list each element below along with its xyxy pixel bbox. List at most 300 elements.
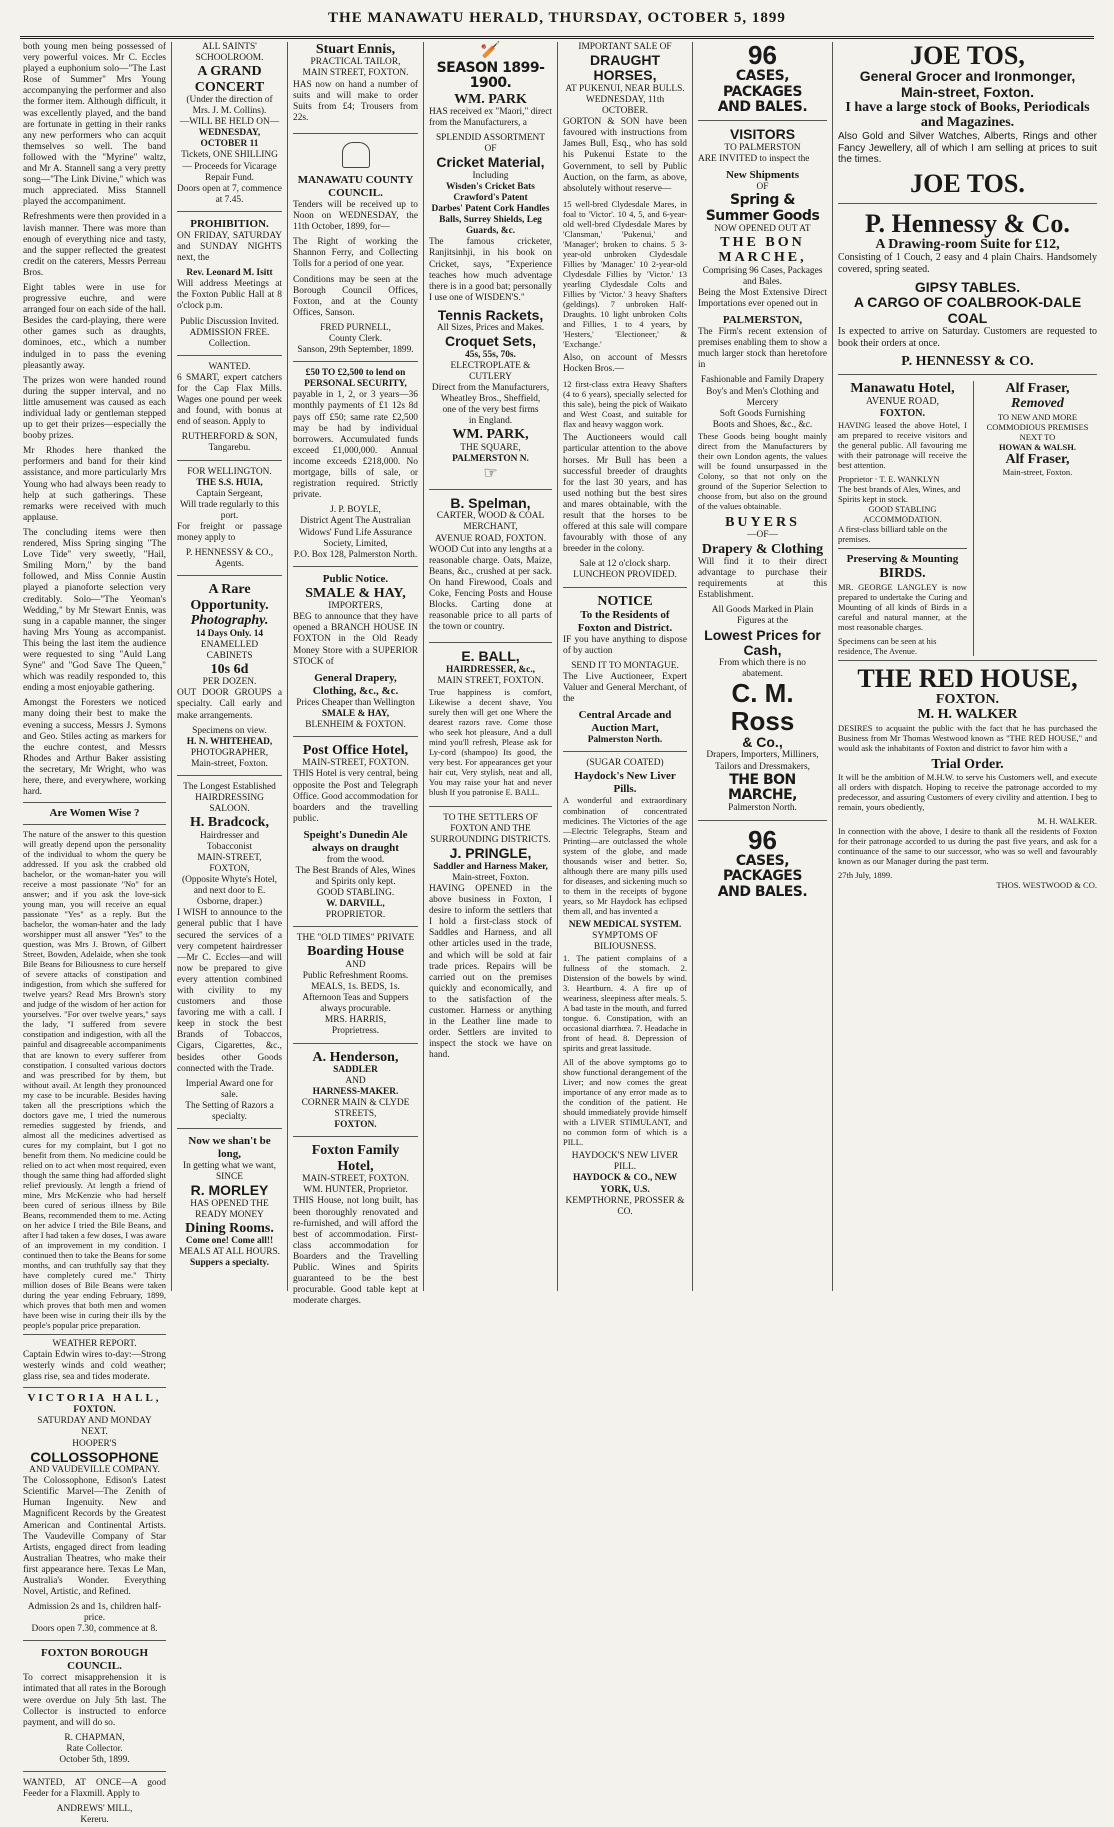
ad-text: Afternoon Teas and Suppers always procurable. (302, 993, 409, 1015)
cricket-ad (429, 42, 552, 490)
ad-body: The Firm's recent extension of premises enabling them to show a much larger stock than heretofore in (698, 327, 827, 371)
ad-text: HAIRDRESSING SALOON. (195, 793, 264, 815)
ad-signature: ANDREWS' MILL, (56, 1804, 133, 1815)
ad-text: Public Refreshment Rooms. (302, 970, 409, 981)
ad-body: Also Gold and Silver Watches, Alberts, Rings and other Fancy Jewellery, all of which I am selling at prices to suit the times. (838, 130, 1097, 166)
ad-headline: SEASON 1899-1900. (436, 59, 545, 92)
ad-text: SINCE (215, 1172, 244, 1183)
ad-headline: AND BALES. (717, 883, 808, 900)
ad-headline: THE BON MARCHE, (728, 771, 797, 804)
pringle-ad (429, 813, 552, 1061)
article-paragraph: The prizes won were handed round during the supper interval, and no little amusement was caused as each individual lady or gentleman stepped up to get their prizes—especially the booby prizes. (23, 375, 166, 442)
ad-text: PER DOZEN. (202, 677, 257, 688)
ad-body: The Auctioneers would call particular attention to the above horses. Mr Bull has been a successful breeder of draughts for the last 30 years, and has used nothing but the best sires and mares obtainable, with the result that the horses to be offered at this sale will compare favourably with those of any breeder in the colony. (563, 433, 687, 555)
ad-text: From which there is no abatement. (719, 658, 806, 680)
article-paragraph: Eight tables were in use for progressive euchre, and were arranged four on each side of the hall. Besides the card-playing, there were other games such as draughts, dominoes, etc., which a number indulged in to pass the evening pleasantly away. (23, 282, 166, 371)
dining-rooms-ad (177, 1135, 282, 1269)
ad-headline: Spring & Summer Goods (705, 192, 820, 224)
ad-body: THIS Hotel is very central, being opposite the Post and Telegraph Office. Good accommodation for boarders and the travelling public. (293, 769, 418, 824)
ad-headline: B. Spelman, (450, 494, 531, 511)
ad-body: ARE INVITED to inspect the (698, 153, 810, 164)
ball-hairdresser-ad (429, 649, 552, 807)
ad-text: Specimens on view. (192, 725, 267, 736)
ad-headline: Speight's Dunedin Ale always on draught (303, 828, 408, 854)
ad-text: AND (345, 959, 366, 970)
ad-text: ADMISSION FREE. Collection. (189, 327, 270, 349)
ad-headline: WM. PARK, (452, 427, 529, 443)
ad-text: TO PALMERSTON (724, 142, 801, 153)
ad-body: GORTON & SON have been favoured with instructions from James Bull, Esq., who has sold his Pukenui Estate to the Government, to sell by Public Auction, on the farm, as above, absolutely without reserve— (563, 117, 687, 194)
ad-text: 14 Days Only. 14 (195, 628, 264, 639)
ad-headline: C. M. Ross (730, 678, 795, 736)
ad-body: 1. The patient complains of a fullness of the stomach. 2. Distension of the bowels by wind. 3. Heartburn. 4. A fire up of weariness, sleepiness after meals. 5. A bad taste in the mouth, and furred tongue. 6. Constipation, with an occasional diarrhœa. 7. Headache in front of head. 8. Depression of spirits and great lassitude. (563, 952, 687, 1054)
ad-headline: General Grocer and Ironmonger, (859, 68, 1076, 85)
ad-headline: Photography. (190, 613, 269, 629)
prohibition-ad (177, 218, 282, 356)
ad-body: Being the Most Extensive Direct Importations ever opened out in (698, 287, 827, 310)
ad-date: October 5th, 1899. (59, 1755, 130, 1766)
ad-text: Palmerston North. (728, 803, 797, 814)
ad-headline: GIPSY TABLES. (914, 278, 1021, 295)
ad-headline: P. HENNESSY & CO. (901, 353, 1034, 369)
ad-headline: A GRAND CONCERT (194, 64, 265, 95)
ad-body: Will find it to their direct advantage to purchase their requirements at this Establishment. (698, 556, 827, 601)
ad-text: PHOTOGRAPHER, (190, 747, 269, 758)
article-paragraph: both young men being possessed of very powerful voices. Mr C. Eccles played a euphonium solo—"The Last Rose of Summer" Mrs Young accompanying the performer and also the former item. Although difficult, it was excellently played, and the band are fortunate in getting in their ranks any new performers who can acquit themselves so well. The band followed with the "Myrine" waltz, and Mr A. Stannell sang a very pretty song—"The Link Divine," which was much appreciated. Miss Stannell played the accompaniment. (23, 42, 166, 208)
ad-date: WEDNESDAY, OCTOBER 11 (198, 128, 261, 150)
article-paragraph: Refreshments were then provided in a lavish manner. There was more than enough of everything nice and tasty, and the supper reflected the greatest credit on the caterers, Messrs Perreau Bros. (23, 212, 166, 278)
column-5 (557, 42, 692, 1291)
ad-body: The Colossophone, Edison's Latest Scientific Marvel—The Zenith of Human Ingenuity. New and Magnificent Records by the Greatest American and Continental Artists. The Vaudeville Company of Star Artists, engaged direct from leading Australian Theatres, who make their first appearance here. Texas Le Man, Australia's Wonder. Everything Novel, Artistic, and Refined. (23, 1476, 166, 1598)
ad-text: MEALS AT ALL HOURS. (178, 1247, 281, 1258)
ad-text: Direct from the Manufacturers, (431, 383, 550, 394)
ad-text: P.O. Box 128, Palmerston North. (293, 549, 418, 560)
coat-of-arms-icon (342, 142, 370, 168)
borough-council-ad (23, 1647, 166, 1772)
ad-body: The Live Auctioneer, Expert Valuer and General Merchant, of the (563, 672, 687, 705)
ad-text: All Sizes, Prices and Makes. (436, 323, 545, 334)
ad-text: Wheatley Bros., Sheffield, (440, 394, 541, 405)
ad-headline: Central Arcade and Auction Mart, (578, 709, 672, 735)
ad-headline: THE S.S. HUIA, (196, 477, 263, 488)
ad-body: A wonderful and extraordinary combination of concentrated medicines. The Victories of the age—Electric Telegraphs, Steam and Printing—are outclassed the whole system of the globe, and made thousands wiser and better. So, although there are many pills used for diseases, and sickening much so to them in the receipts of bygone years, so Mr Haydock has eclipsed them all, and has invented a (563, 795, 687, 916)
ad-text: PRACTICAL TAILOR, (310, 57, 401, 68)
ad-text: MAIN-STREET, FOXTON. (302, 758, 409, 769)
ad-text: from the wood. (326, 854, 385, 865)
divider (23, 802, 166, 803)
ad-text: HOWAN & WALSH. (998, 441, 1077, 452)
ad-signature: H. N. WHITEHEAD, (186, 736, 273, 747)
ad-text: ELECTROPLATE & CUTLERY (450, 360, 531, 382)
ad-headline: Croquet Sets, (444, 333, 536, 350)
ad-body: Tenders will be received up to Noon on WEDNESDAY, the 11th October, 1899, for— (293, 199, 418, 233)
ad-title: FOXTON BOROUGH COUNCIL. (40, 1647, 149, 1673)
ad-body: 15 well-bred Clydesdale Mares, in foal to 'Victor'. 10 4, 5, and 6-year-old well-bred Clydesdale Mares by 'Clansman,' 'Pukenui,' and 'Manager'; broken to chains. 5 3-year-old unbroken Clydesdale Fillies by 'Manager.' 10 2-year-old Clydesdale Fillies by 'Victor.' 13 yearling Clydesdale Colts and Fillies by 'Victor.' 3 heavy Shafters (geldings). 7 unbroken Half-Draughts. 10 light unbroken Colts and Fillies, 1 to 4 years, by 'Hesters,' 'Electioneer,' & 'Exchange.' (563, 198, 687, 350)
ad-signature: MRS. HARRIS, (324, 1015, 387, 1026)
article-paragraph: Amongst the Foresters we noticed many doing their best to make the evening a success, Messrs J. Symons and Geo. Stiles acting as markers for the euchre contest, and Messrs Rhodes and Arthur Baker assisting the secretary, Mr Wright, who was here, there, and everywhere, working hard. (23, 698, 166, 798)
ad-text: CARTER, WOOD & COAL MERCHANT, (436, 511, 545, 533)
ad-text: AVENUE ROAD, FOXTON. (434, 533, 547, 544)
ad-text: Come one! Come all!! (185, 1236, 274, 1247)
saddler-ad (293, 1050, 418, 1138)
ad-headline: M. H. WALKER (917, 707, 1018, 723)
ad-body: HAVING leased the above Hotel, I am prepared to receive visitors and the general public. All favouring me with their patronage will receive the best attention. (838, 419, 967, 471)
ad-body: Also, on account of Messrs Hocken Bros.— (563, 353, 687, 375)
ad-text: Soft Goods Furnishing (719, 408, 806, 419)
ad-text: MAIN STREET, FOXTON. (302, 68, 409, 79)
ad-text: Rev. Leonard M. Isitt (186, 268, 273, 279)
ad-text: THE "OLD TIMES" PRIVATE (296, 933, 415, 944)
ad-date: 27th July, 1899. (838, 870, 893, 881)
victoria-hall-ad (23, 1392, 166, 1641)
ad-body: I WISH to announce to the general public that I have secured the services of a very competent hairdresser—Mr C. Eccles—and will now be prepared to give every attention combined with civility to my customers and those favoring me with a call. I keep in stock the best Brands of Tobaccos, Cigars, Cigarettes, &c., besides other Goods connected with the Trade. (177, 908, 282, 1074)
ad-text: Palmerston North. (587, 735, 663, 746)
ad-headline: A CARGO OF COALBROOK-DALE COAL (853, 294, 1082, 326)
ad-signature: W. DARVILL, (326, 899, 385, 910)
ad-signature: P. HENNESSY & CO., (185, 548, 274, 559)
ad-text: The Setting of Razors a specialty. (185, 1100, 274, 1123)
ad-text: Wisden's Cricket Bats (446, 181, 535, 192)
two-column-section (838, 381, 1097, 661)
ad-body: Conditions may be seen at the Borough Council Offices, Foxton, and at the County Offices, Sanson. (293, 274, 418, 318)
wanted-catchers-ad (177, 362, 282, 461)
ad-headline: To the Residents of Foxton and District. (577, 608, 673, 634)
ad-body: HAS received ex "Maori," direct from the Manufacturers, a (429, 107, 552, 129)
ad-text: All Goods Marked in Plain Figures at the (711, 605, 814, 627)
divider (23, 1387, 166, 1388)
ad-text: Proprietress. (331, 1026, 380, 1037)
ad-signature: M. H. WALKER. (1037, 816, 1097, 827)
ad-text: (Under the direction of Mrs. J. M. Collins). (186, 94, 273, 117)
cases-ad-bottom (698, 824, 827, 900)
ad-text: —WILL BE HELD ON— (179, 117, 280, 128)
liver-pills-ad (563, 758, 687, 1217)
ad-text: HAIRDRESSER, &c., (445, 664, 536, 675)
ad-text: MAIN-STREET, FOXTON. (302, 1174, 409, 1185)
post-office-hotel-ad (293, 743, 418, 927)
ad-body: In connection with the above, I desire to thank all the residents of Foxton for their patronage accorded to us during the past five years, and ask for a continuance of the same to our successor, who was so well and favourably known as our Manager during the past term. (838, 826, 1097, 867)
ad-headline: FOXTON. (935, 691, 1000, 707)
ad-text: MEALS, 1s. BEDS, 1s. (311, 982, 400, 993)
ad-body: These Goods being bought mainly direct from the Manufacturers by their own London agents, the values will be found unsurpassed in the Colony, so that not only on the ground of the Superior Selection to choose from, but also on the ground of the values obtainable. (698, 430, 827, 512)
ad-body: The Right of working the Shannon Ferry, and Collecting Tolls for a period of one year. (293, 237, 418, 270)
ad-text: Tickets, ONE SHILLING — Proceeds for Vicarage Repair Fund. (181, 150, 278, 183)
ad-headline: Cricket Material, (436, 154, 545, 171)
article-paragraph: Mr Rhodes here thanked the performers and band for their kind assistance, and more particularly Mrs Young who had always been ready to help at such gatherings. These remarks were received with much applause. (23, 446, 166, 523)
ad-text: Suppers a specialty. (190, 1258, 269, 1269)
ad-headline: DRAUGHT HORSES, (590, 52, 660, 84)
ad-text: Admission 2s and 1s, children half-price. (27, 1602, 162, 1624)
smale-hay-ad (293, 573, 418, 737)
ad-text: READY MONEY (195, 1209, 264, 1220)
ad-headline: H. Bradcock, (190, 815, 269, 831)
pointing-hand-icon: ☞ (483, 465, 498, 483)
article-body: Captain Edwin wires to-day:—Strong westerly winds and cold weather; glass rise, sea and tides moderate. (23, 1350, 166, 1383)
ad-body: HAVING OPENED in the above business in Foxton, I desire to inform the settlers that I hold a first-class stock of Saddles and Harness, and all other articles used in the trade, and which will be sold at fair trade prices. Repairs will be carried out on the premises quickly and economically, and to the satisfaction of the customer. Harness or anything in the Leather line made to order. Settlers are invited to inspect the stock we have on hand. (429, 883, 552, 1061)
ad-text: (Opposite Whyte's Hotel, and next door to E. Osborne, draper.) (182, 875, 277, 908)
joe-tos-ad (838, 42, 1097, 204)
ad-text: Proprietor · T. E. WANKLYN (838, 474, 940, 485)
bon-marche-ad (698, 127, 827, 820)
ad-headline: A. Henderson, (312, 1049, 399, 1065)
ad-headline: COLLOSSOPHONE (30, 1448, 159, 1465)
ad-headline: NOTICE (597, 593, 653, 609)
ad-body: BEG to announce that they have opened a BRANCH HOUSE IN FOXTON in the Old Ready Money Store with a SUPERIOR STOCK of (293, 612, 418, 667)
ad-text: Saddler and Harness Maker, (433, 861, 548, 872)
ad-headline: A Rare Opportunity. (190, 582, 269, 613)
ad-text: The best brands of Ales, Wines, and Spirits kept in stock. (838, 484, 961, 505)
column-2 (171, 42, 287, 1291)
ad-headline: Now we shan't be long, (188, 1135, 271, 1161)
ad-signature: WM. HUNTER, Proprietor. (303, 1185, 408, 1196)
ad-headline: 96 (748, 40, 777, 70)
ad-title: VICTORIA HALL, (27, 1392, 162, 1405)
ad-price: 10s 6d (210, 661, 249, 677)
column-4 (423, 42, 557, 1291)
ad-body: Is expected to arrive on Saturday. Customers are requested to book their orders at once. (838, 326, 1097, 349)
ad-headline: Dining Rooms. (185, 1220, 274, 1236)
ad-body: THIS House, not long built, has been thoroughly renovated and re-furnished, and will afford the best of accommodation. First-class accommodation for Boarders and the Travelling Public. Wines and Spirits guaranteed to be the best procurable. Good table kept at moderate charges. (293, 1196, 418, 1307)
ad-headline: JOE TOS. (910, 169, 1025, 199)
column-1 (18, 42, 171, 1826)
ad-text: HAYDOCK'S NEW LIVER PILL. (571, 1151, 679, 1173)
hairdresser-ad (177, 782, 282, 1129)
ad-text: Main-street, Foxton. (1002, 467, 1073, 478)
ad-text: HOOPER'S (72, 1438, 117, 1449)
ad-text: NEW MEDICAL SYSTEM. (568, 919, 682, 930)
family-hotel-ad (293, 1143, 418, 1307)
ad-text: The Best Brands of Ales, Wines and Spirits only kept. (295, 865, 416, 888)
ad-text: Agents. (215, 559, 244, 570)
ad-headline: Post Office Hotel, (302, 742, 409, 758)
cases-ad-top (698, 42, 827, 121)
ad-text: ENAMELLED CABINETS (200, 639, 259, 661)
ad-headline: BUYERS (725, 515, 800, 531)
ad-text: OF (484, 144, 497, 155)
ad-headline: CASES, PACKAGES (723, 852, 802, 885)
ad-text: IMPORTERS, (328, 601, 383, 612)
ad-text: GOOD STABLING ACCOMMODATION. (863, 504, 942, 525)
ad-text: Darbes' Patent Cork Handles (431, 204, 550, 215)
ad-text: NOW OPENED OUT AT (714, 223, 811, 234)
ad-headline: E. BALL, (461, 648, 520, 665)
ad-text: (SUGAR COATED) (586, 758, 664, 769)
ad-body: For freight or passage money apply to (177, 522, 282, 544)
ad-headline: £50 TO £2,500 to lend on PERSONAL SECURITY, (304, 368, 407, 390)
ad-text: SYMPTOMS OF BILIOUSNESS. (592, 930, 658, 952)
ad-text: HARNESS-MAKER. (312, 1087, 399, 1098)
alf-fraser-ad (973, 381, 1097, 656)
ad-headline: PALMERSTON, (722, 314, 803, 327)
ad-headline: 96 (748, 824, 777, 855)
coal-merchant-ad (429, 496, 552, 643)
ad-title: Public Notice. (322, 572, 389, 585)
loan-ad (293, 368, 418, 567)
ad-body: 6 SMART, expert catchers for the Cap Flax Mills. Wages one pound per week and found, with bonus at end of season. Apply to (177, 372, 282, 428)
ad-body: It will be the ambition of M.H.W. to serve his Customers well, and execute all orders with dispatch. Hoping to receive the patronage accorded to my predecessor, and assuring Customers of every civility and attention. I beg to remain, yours obediently, (838, 772, 1097, 813)
ad-text: SPLENDID ASSORTMENT (435, 133, 546, 144)
ad-title: FOR WELLINGTON. (187, 466, 272, 477)
ad-text: Prices Cheaper than Wellington (296, 697, 415, 708)
ad-text: Including (472, 170, 509, 181)
ad-text: KEMPTHORNE, PROSSER & CO. (565, 1195, 685, 1217)
ad-text: FOXTON. (879, 408, 926, 420)
ad-text: Tangarebu. (208, 443, 251, 454)
ad-text: Drapers, Importers, Milliners, Tailors and Dressmakers, (706, 750, 819, 772)
ad-text: MAIN STREET, FOXTON. (437, 675, 544, 686)
ad-headline: Tennis Rackets, (437, 306, 544, 323)
ad-title: PROHIBITION. (190, 217, 269, 230)
ad-body: WANTED, AT ONCE—A good Feeder for a Flaxmill. Apply to (23, 1778, 166, 1800)
ad-headline: Main-street, Foxton. (900, 83, 1034, 100)
ad-text: HAS OPENED THE (190, 1198, 269, 1209)
ad-date: WEDNESDAY, 11th OCTOBER. (585, 94, 665, 117)
ad-text: FOXTON. (334, 1120, 377, 1131)
ad-headline: Boarding House (307, 944, 404, 960)
ad-text: HAYDOCK & CO., NEW YORK, U.S. (572, 1173, 678, 1195)
ad-body: WOOD Cut into any lengths at a reasonable charge. Oats, Maize, Beans, &c., crushed at per sack. On hand Firewood, Coals and Coke, Fencing Posts and House Blocks. Carting done at reasonable price to all parts of the town or country. (429, 544, 552, 633)
ad-body: OUT DOOR GROUPS a specialty. Call early and make arrangements. (177, 688, 282, 721)
ad-text: TO THE SETTLERS OF FOXTON AND THE SURROUNDING DISTRICTS. (430, 813, 551, 846)
ad-text: A first-class billiard table on the premises. (838, 524, 948, 545)
ad-text: Comprising 96 Cases, Packages and Bales. (702, 265, 823, 287)
ad-body: MR. GEORGE LANGLEY is now prepared to undertake the Curing and Mounting of all kinds of Birds in a careful and natural manner, at the most reasonable charges. (838, 581, 967, 632)
ad-text: ALL SAINTS' SCHOOLROOM. (195, 42, 264, 64)
photography-ad (177, 582, 282, 776)
ad-title: WANTED. (208, 361, 251, 372)
ad-headline: Lowest Prices for Cash, (704, 626, 821, 658)
council-tender-ad (293, 140, 418, 362)
ad-text: one of the very best firms (442, 405, 539, 416)
ad-text: GOOD STABLING. (316, 888, 395, 899)
ad-text: Boots and Shoes, &c., &c. (712, 419, 813, 430)
wanted-ad (23, 1778, 166, 1826)
ad-headline: MARCHE, (718, 250, 807, 266)
auction-notice-ad (563, 594, 687, 753)
ad-text: LUNCHEON PROVIDED. (573, 570, 677, 581)
ad-text: AVENUE ROAD, (865, 396, 940, 408)
ad-headline: Alf Fraser, (1005, 451, 1070, 467)
ad-text: Doors open at 7, commence at 7.45. (177, 183, 282, 205)
ad-text: SEND IT TO MONTAGUE. (571, 661, 679, 672)
ad-signature: SMALE & HAY, (321, 708, 390, 719)
ad-text: Rate Collector. (66, 1743, 123, 1754)
masthead: THE MANAWATU HERALD, THURSDAY, OCTOBER 5, 1899 (20, 10, 1094, 39)
ad-headline: BIRDS. (879, 566, 926, 582)
ad-text: Specimens can be seen at his residence, The Avenue. (838, 635, 937, 656)
ad-text: AND (345, 1076, 366, 1087)
ad-body: payable in 1, 2, or 3 years—36 monthly payments of £1 12s 8d pays off £50; same rate £2,500 may be had by individual borrowers. Accumulated funds exceed £1,000,000. Annual income exceeds £218,000. No mortgage, bills of sale, or registration required. Strictly private. (293, 390, 418, 501)
ad-text: Main-street, Foxton. (191, 758, 268, 769)
ad-text: Balls, Surrey Shields, Leg Guards, &c. (439, 215, 542, 237)
ad-headline: Removed (1011, 396, 1064, 412)
ad-signature: J. P. BOYLE, (330, 505, 381, 516)
ad-text: TO NEW AND MORE COMMODIOUS PREMISES NEXT TO (986, 411, 1089, 442)
ad-headline: Haydock's New Liver Pills. (574, 769, 676, 795)
ad-body: HAS now on hand a number of suits and will make to order Suits from £4; Trousers from 22s. (293, 79, 418, 123)
ad-text: CORNER MAIN & CLYDE STREETS, (301, 1098, 410, 1120)
ad-headline: J. PRINGLE, (449, 845, 532, 862)
ad-headline: & Co., (742, 734, 783, 751)
ad-headline: P. Hennessy & Co. (865, 208, 1070, 238)
divider (23, 824, 166, 825)
ad-text: Main-street, Foxton. (452, 872, 529, 883)
ad-text: AT PUKENUI, NEAR BULLS. (565, 83, 685, 94)
ad-headline: Stuart Ennis, (315, 42, 396, 57)
ad-headline: THE RED HOUSE, (857, 663, 1078, 693)
ad-text: AND VAUDEVILLE COMPANY. (29, 1465, 160, 1476)
article-headline: Are Women Wise ? (49, 807, 140, 820)
ad-headline: WM. PARK (454, 91, 527, 107)
ad-date: SATURDAY AND MONDAY NEXT. (37, 1416, 152, 1438)
ad-text: Kereru. (80, 1815, 109, 1826)
article-paragraph: The concluding items were then rendered, Miss Spring singing "The Love Tide" very sweetly, "Hail, Smiling Morn," by the band followed, and Miss Connie Austin played a pianoforte selection very creditably. Solo—"The Yeoman's Wedding," by Mr Stewart Ennis, was sung in a capable manner, the singer having Mrs Young as accompanist. This being the last item the audience were requested to sing "Auld Lang Syne" and "God Save The Queen," which was readily responded to, this ending a most enjoyable gathering. (23, 527, 166, 694)
ad-text: Hairdresser and Tobacconist (199, 830, 260, 852)
ad-date: Sanson, 29th September, 1899. (297, 345, 414, 356)
ad-text: The Longest Established (183, 782, 276, 792)
ad-headline: R. MORLEY (190, 1182, 269, 1199)
ad-text: Captain Sergeant, (196, 488, 263, 499)
ad-signature: R. CHAPMAN, (64, 1732, 125, 1743)
ad-headline: Drapery & Clothing (701, 541, 824, 557)
divider (838, 548, 967, 549)
concert-ad (177, 42, 282, 212)
ad-text: Imperial Award one for sale. (185, 1078, 274, 1100)
ad-text: OF (756, 182, 769, 193)
ad-title: MANAWATU COUNTY COUNCIL. (297, 174, 414, 200)
ad-body: To correct misapprehension it is intimated that all rates in the Borough were overdue on July 5th last. The Collector is instructed to enforce payment, and will do so. (23, 1673, 166, 1728)
ad-signature: FRED PURNELL, (320, 322, 391, 333)
ad-text: In getting what we want, (183, 1161, 276, 1172)
ad-text: MAIN-STREET, FOXTON, (197, 852, 262, 874)
ad-headline: Foxton Family Hotel, (311, 1143, 400, 1174)
ad-headline: Alf Fraser, (1005, 380, 1070, 396)
ad-text: PROPRIETOR. (325, 910, 386, 921)
ad-body: Will address Meetings at the Foxton Public Hall at 8 o'clock p.m. (177, 279, 282, 312)
ad-text: County Clerk. (328, 334, 383, 345)
tailor-ad (293, 42, 418, 134)
shipping-ad (177, 467, 282, 577)
ad-body: The famous cricketer, Ranjitsinhji, in his book on Cricket, says, "Experience teaches how much adventage there is in a good bat; personally I use one of WISDEN'S." (429, 237, 552, 303)
red-house-ad (838, 665, 1097, 891)
ad-headline: VISITORS (729, 126, 796, 143)
article-body: The nature of the answer to this question will greatly depend upon the personality of the individual to whom the query be addressed. If you ask the crabbed old bachelor, or the woman-hater you will receive a most passionate "No" for an answer; and if you ask the love-sick young man, you will receive an equal passionate "Yes" as a reply. But the bachelor, the woman-hater and the lady worshipper must all answer "Yes" to the question, was Mrs J. Brown, of Gilbert Street, Bowden, Adelaide, when she took Bile Beans for Biliousness to cure herself of severe attacks of constipation and indigestion, from which she suffered for twelve years? Read Mrs Brown's story and judge of the wisdom of her action for yourselves. "For over twelve years," says the lady, "I suffered from severe constipation and indigestion, with all the painful and disagreeable accompaniments that are known to every sufferer from constipation. I consulted various doctors and was prescribed for by them, but without avail. At length they pronounced my case to be incurable. Besides having taken all the prescriptions which the doctors gave me, I tried the numerous remedies suggested by friends, and almost all the medicines advertised as cures for my complaint, but I got no benefit from them. No medicine could be relied on to act when most required, even though the same thing had afforded slight relief previously. At length a friend of mine, Mrs McKenzie who had herself been cured of serious illness by Bile Beans, recommended them to me. Acting on her advice I tried the Bile Beans, and after I had taken a few doses, I was aware of an improvement in my condition. I continued then to take the Beans for some months, and can truthfully say that they have completely cured me." Thirty million doses of Bile Beans were taken during the year ending February, 1899, which proves that both men and women have been wise in curing their ills by the people's popular price preparation. (23, 829, 166, 1330)
ad-headline: THE BON (720, 234, 805, 250)
ad-headline: CASES, PACKAGES (723, 68, 802, 100)
ad-text: Fashionable and Family Drapery (700, 375, 825, 386)
ad-price: 45s, 55s, 70s. (465, 349, 516, 360)
ad-text: Will trade regularly to this port. (179, 499, 280, 521)
ad-body: True happiness is comfort, Likewise a decent shave, You surely then will get one Where the dearest razors rave. Come those who seek hot pleasure, And a dull mind you'll refresh, Please ask for Ly-cord (shampoo) Its good, the very best. For appearances get your hair cut, Very stylish, neat and all, You may raise your hat and never blush If you patronise E. BALL. (429, 686, 552, 798)
ad-body: All of the above symptoms go to show functional derangement of the Liver; and now comes the great importance of any error made as to the condition of the patient. He should immediately provide himself with a LIVER STIMULANT, and no common form of which is a PILL. (563, 1057, 687, 1148)
ad-headline: General Drapery, Clothing, &c., &c. (312, 671, 399, 697)
ad-text: in England. (468, 416, 513, 427)
ad-body: ON FRIDAY, SATURDAY and SUNDAY NIGHTS next, the (177, 230, 282, 264)
ad-text: Public Discussion Invited. (180, 316, 279, 327)
divider (23, 1334, 166, 1335)
ad-text: PALMERSTON N. (452, 453, 529, 464)
manawatu-hotel-ad (838, 381, 967, 656)
ad-headline: AND BALES. (717, 99, 808, 116)
ad-text: BLENHEIM & FOXTON. (305, 719, 406, 730)
boarding-house-ad (293, 933, 418, 1043)
ad-body: Consisting of 1 Couch, 2 easy and 4 plain Chairs. Handsomely covered, spring seated. (838, 252, 1097, 276)
ad-headline: SMALE & HAY, (305, 585, 406, 601)
ad-signature: RUTHERFORD & SON, (181, 432, 278, 443)
cricket-player-icon: 🏏 (480, 42, 501, 59)
ad-text: Sale at 12 o'clock sharp. (579, 559, 671, 570)
ad-text: Crawford's Patent (453, 193, 528, 203)
